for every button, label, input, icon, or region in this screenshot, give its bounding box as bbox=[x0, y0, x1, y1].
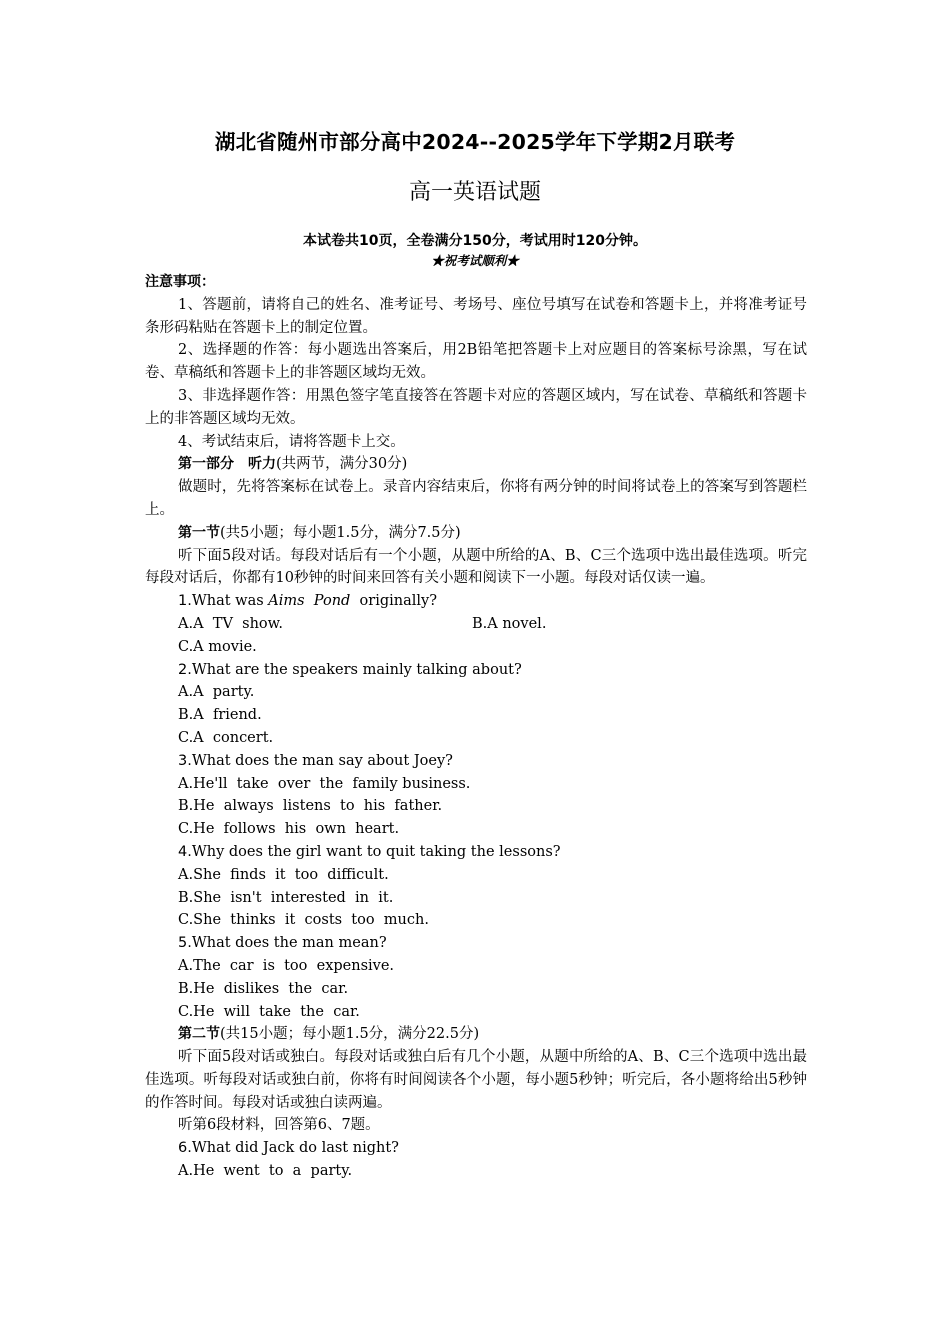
question-1 bbox=[145, 590, 807, 613]
section1-intro: 听下面5段对话。每段对话后有一个小题，从题中所给的A、B、C三个选项中选出最佳选项。听完每段对话后，你都有10秒钟的时间来回答有关小题和阅读下一小题。每段对话仅读一遍。 bbox=[145, 547, 807, 587]
question-number: 4. bbox=[178, 843, 192, 860]
section1-heading-bold: 第一节 bbox=[178, 524, 220, 541]
section2-heading-rest: (共15小题；每小题1.5分，满分22.5分) bbox=[220, 1026, 480, 1043]
question-text: What did Jack do last night? bbox=[191, 1140, 399, 1157]
question-number: 1. bbox=[178, 593, 192, 610]
option-a: A.A TV show. bbox=[178, 615, 283, 632]
notice-item-4: 4、考试结束后，请将答题卡上交。 bbox=[178, 433, 405, 450]
exam-body bbox=[145, 271, 807, 1183]
option-b: B.A friend. bbox=[178, 707, 262, 724]
section2-heading-bold: 第二节 bbox=[178, 1026, 220, 1043]
part1-heading-bold: 第一部分 听力 bbox=[178, 456, 276, 473]
question-6 bbox=[145, 1137, 807, 1160]
option-b: B.She isn't interested in it. bbox=[178, 889, 394, 906]
option-c: C.A movie. bbox=[178, 638, 257, 655]
question-4 bbox=[145, 841, 807, 864]
question-text-post: originally? bbox=[350, 593, 437, 610]
question-text: What are the speakers mainly talking about? bbox=[191, 661, 522, 678]
section2-heading bbox=[145, 1023, 807, 1046]
question-text-pre: What was bbox=[191, 593, 269, 610]
exam-wish: ★祝考试顺利★ bbox=[431, 253, 519, 268]
section1-heading bbox=[145, 522, 807, 545]
notice-heading: 注意事项： bbox=[145, 274, 215, 290]
question-number: 2. bbox=[178, 661, 192, 678]
notice-item-1: 1、答题前，请将自己的姓名、准考证号、考场号、座位号填写在试卷和答题卡上，并将准考证号条形码粘贴在答题卡上的制定位置。 bbox=[145, 296, 807, 336]
notice-item-3: 3、非选择题作答：用黑色签字笔直接答在答题卡对应的答题区域内，写在试卷、草稿纸和答题卡上的非答题区域均无效。 bbox=[145, 387, 807, 427]
question-1-options-row bbox=[145, 613, 807, 636]
option-a: A.The car is too expensive. bbox=[178, 957, 395, 974]
question-number: 5. bbox=[178, 935, 192, 952]
option-b: B.He dislikes the car. bbox=[178, 980, 349, 997]
part1-heading bbox=[145, 453, 807, 476]
option-b: B.A novel. bbox=[472, 615, 547, 632]
section1-heading-rest: (共5小题；每小题1.5分，满分7.5分) bbox=[220, 524, 461, 541]
exam-subtitle: 高一英语试题 bbox=[408, 180, 541, 205]
option-a: A.A party. bbox=[178, 684, 255, 701]
exam-info: 本试卷共10页，全卷满分150分，考试用时120分钟。 bbox=[303, 233, 647, 249]
question-3 bbox=[145, 750, 807, 773]
option-c: C.A concert. bbox=[178, 729, 274, 746]
question-2 bbox=[145, 659, 807, 682]
option-b: B.He always listens to his father. bbox=[178, 798, 443, 815]
exam-title: 湖北省随州市部分高中2024--2025学年下学期2月联考 bbox=[214, 130, 736, 154]
section2-intro: 听下面5段对话或独白。每段对话或独白后有几个小题，从题中所给的A、B、C三个选项中选出最佳选项。听每段对话或独白前，你将有时间阅读各个小题，每小题5秒钟；听完后，各小题将给出5秒钟的作答时间。每段对话或独白读两遍。 bbox=[145, 1049, 807, 1111]
part1-intro: 做题时，先将答案标在试卷上。录音内容结束后，你将有两分钟的时间将试卷上的答案写到答题栏上。 bbox=[145, 479, 807, 518]
question-5 bbox=[145, 932, 807, 955]
option-c: C.She thinks it costs too much. bbox=[178, 912, 429, 929]
option-c: C.He follows his own heart. bbox=[178, 821, 400, 838]
question-text: What does the man say about Joey? bbox=[191, 752, 453, 769]
part1-heading-rest: (共两节，满分30分) bbox=[276, 456, 408, 473]
question-number: 3. bbox=[178, 752, 192, 769]
question-text: What does the man mean? bbox=[191, 935, 387, 952]
section2-material: 听第6段材料，回答第6、7题。 bbox=[178, 1117, 380, 1134]
option-a: A.He'll take over the family business. bbox=[178, 775, 471, 792]
question-text-italic: Aims Pond bbox=[268, 593, 351, 610]
option-a: A.He went to a party. bbox=[178, 1163, 353, 1180]
question-text: Why does the girl want to quit taking the lessons? bbox=[191, 843, 561, 860]
option-c: C.He will take the car. bbox=[178, 1003, 360, 1020]
question-number: 6. bbox=[178, 1140, 192, 1157]
notice-item-2: 2、选择题的作答：每小题选出答案后，用2B铅笔把答题卡上对应题目的答案标号涂黑，写在试卷、草稿纸和答题卡上的非答题区域均无效。 bbox=[145, 342, 807, 382]
option-a: A.She finds it too difficult. bbox=[178, 866, 389, 883]
